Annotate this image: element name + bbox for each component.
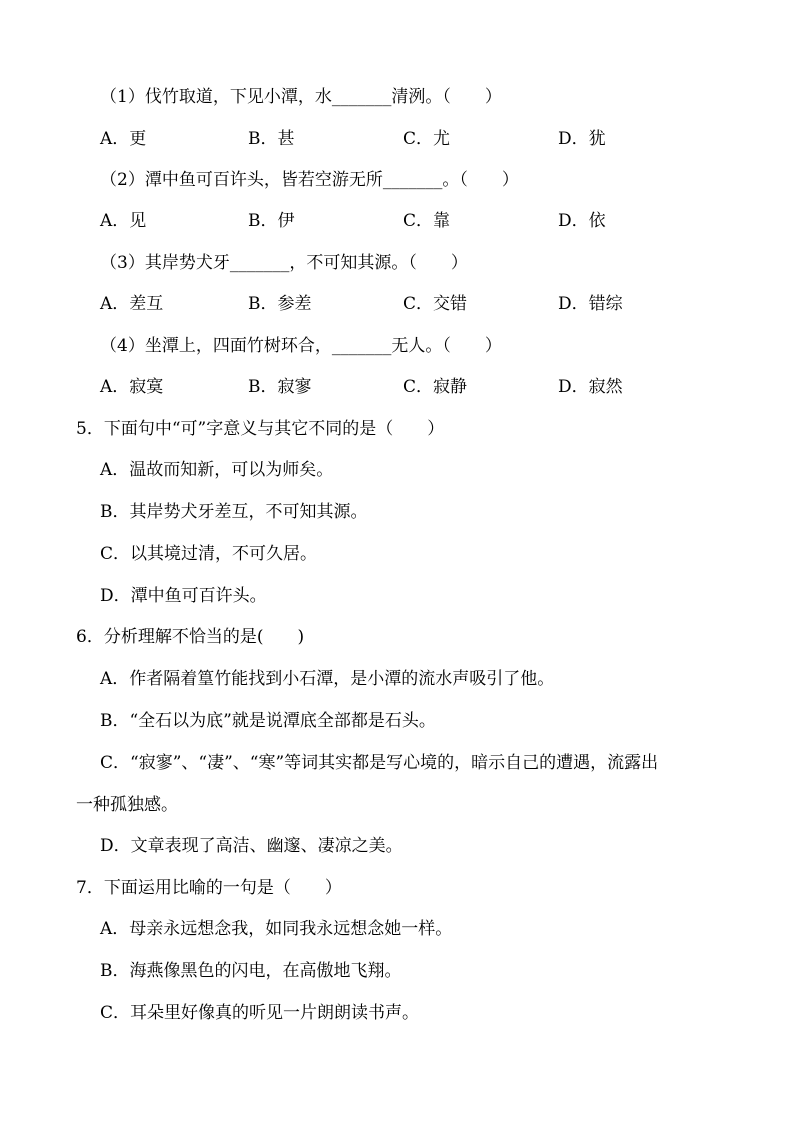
question-5-option-c: C．以其境过清，不可久居。 <box>100 544 318 564</box>
option-d: D．依 <box>558 211 606 231</box>
option-b: B．寂寥 <box>248 377 312 397</box>
sub-question-2-stem: （2）潭中鱼可百许头，皆若空游无所_______。（ ） <box>100 170 519 190</box>
option-b: B．伊 <box>248 211 295 231</box>
sub-question-3-stem: （3）其岸势犬牙_______，不可知其源。（ ） <box>100 253 468 273</box>
question-6-option-a: A．作者隔着篁竹能找到小石潭，是小潭的流水声吸引了他。 <box>100 669 555 689</box>
option-d: D．寂然 <box>558 377 623 397</box>
question-6-option-b: B．“全石以为底”就是说潭底全部都是石头。 <box>100 711 436 731</box>
sub-question-4-stem: （4）坐潭上，四面竹树环合，_______无人。（ ） <box>100 336 502 356</box>
option-c: C．交错 <box>403 294 468 314</box>
question-6-option-d: D．文章表现了高洁、幽邃、凄凉之美。 <box>100 836 403 856</box>
option-c: C．靠 <box>403 211 451 231</box>
option-c: C．寂静 <box>403 377 468 397</box>
question-7-stem: 7．下面运用比喻的一句是（ ） <box>76 878 342 898</box>
option-c: C．尤 <box>403 129 451 149</box>
question-7-option-b: B．海燕像黑色的闪电，在高傲地飞翔。 <box>100 961 402 981</box>
question-7-option-a: A．母亲永远想念我，如同我永远想念她一样。 <box>100 919 453 939</box>
option-b: B．参差 <box>248 294 312 314</box>
option-a: A．差互 <box>100 294 164 314</box>
option-d: D．错综 <box>558 294 623 314</box>
question-5-option-b: B．其岸势犬牙差互，不可知其源。 <box>100 502 368 522</box>
question-5-option-d: D．潭中鱼可百许头。 <box>100 586 267 606</box>
option-a: A．更 <box>100 129 147 149</box>
question-7-option-c: C．耳朵里好像真的听见一片朗朗读书声。 <box>100 1003 420 1023</box>
question-6-option-c-line-2: 一种孤独感。 <box>76 795 178 815</box>
option-d: D．犹 <box>558 129 606 149</box>
sub-question-1-stem: （1）伐竹取道，下见小潭，水_______清洌。（ ） <box>100 87 502 107</box>
question-6-stem: 6．分析理解不恰当的是( ) <box>76 627 305 647</box>
question-6-option-c-line-1: C．“寂寥”、“凄”、“寒”等词其实都是写心境的，暗示自己的遭遇，流露出 <box>100 753 659 773</box>
option-a: A．见 <box>100 211 147 231</box>
question-5-stem: 5．下面句中“可”字意义与其它不同的是（ ） <box>76 419 445 439</box>
option-b: B．甚 <box>248 129 295 149</box>
question-5-option-a: A．温故而知新，可以为师矣。 <box>100 460 334 480</box>
option-a: A．寂寞 <box>100 377 164 397</box>
